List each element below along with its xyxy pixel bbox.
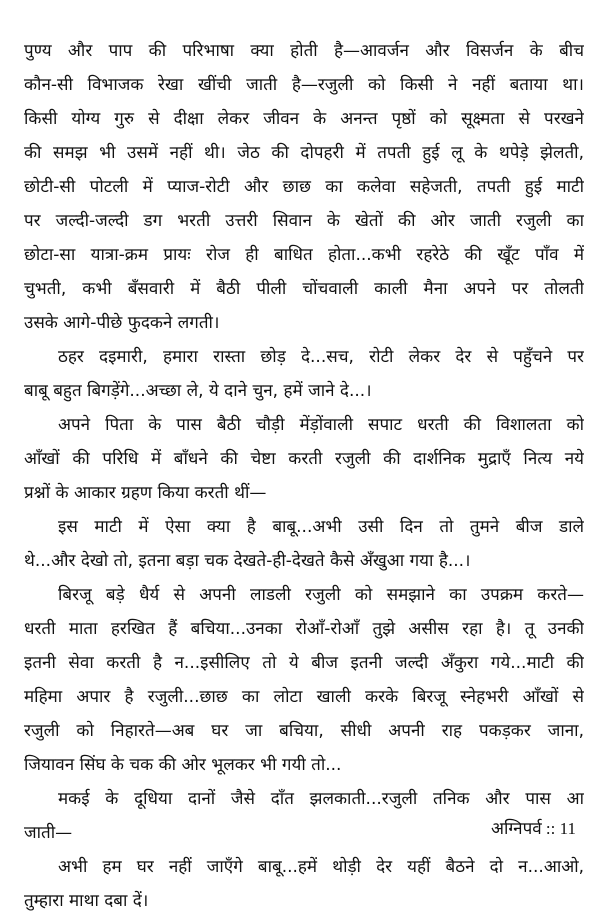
text-line-2: कौन-सी विभाजक रेखा खींची जाती है—रजुली को किसी ने नहीं बताया था। (24, 75, 584, 95)
text-line-18: धरती माता हरखित हैं बचिया...उनका रोआँ-रोआँ तुझे असीस रहा है। तू उनकी (24, 619, 584, 639)
text-line-10: ठहर दइमारी, हमारा रास्ता छोड़ दे...सच, रोटी लेकर देर से पहुँचने पर (58, 347, 584, 367)
text-line-6: पर जल्दी-जल्दी डग भरती उत्तरी सिवान के खेतों की ओर जाती रजुली का (24, 211, 584, 231)
text-line-24: जाती— (24, 823, 73, 843)
text-line-21: रजुली को निहारते—अब घर जा बचिया, सीधी अपनी राह पकड़कर जाना, (24, 721, 584, 741)
text-line-5: छोटी-सी पोटली में प्याज-रोटी और छाछ का कलेवा सहेजती, तपती हुई माटी (24, 177, 584, 197)
text-line-4: की समझ भी उसमें नहीं थी। जेठ की दोपहरी में तपती हुई लू के थपेड़े झेलती, (24, 143, 584, 163)
page-footer: अग्निपर्व :: 11 (490, 819, 576, 838)
text-line-9: उसके आगे-पीछे फुदकने लगती। (24, 313, 220, 333)
text-line-20: महिमा अपार है रजुली...छाछ का लोटा खाली करके बिरजू स्नेहभरी आँखों से (24, 687, 584, 707)
text-line-7: छोटा-सा यात्रा-क्रम प्रायः रोज ही बाधित होता...कभी रहरेठे की खूँट पाँव में (24, 245, 584, 265)
text-line-12: अपने पिता के पास बैठी चौड़ी मेंड़ोंवाली सपाट धरती की विशालता को (58, 415, 584, 435)
text-line-16: थे...और देखो तो, इतना बड़ा चक देखते-ही-देखते कैसे अँखुआ गया है...। (24, 551, 471, 571)
body-text (24, 34, 584, 918)
text-line-8: चुभती, कभी बँसवारी में बैठी पीली चोंचवाली काली मैना अपने पर तोलती (24, 279, 584, 299)
text-line-14: प्रश्नों के आकार ग्रहण किया करती थीं— (24, 483, 267, 503)
text-line-15: इस माटी में ऐसा क्या है बाबू...अभी उसी दिन तो तुमने बीज डाले (58, 517, 584, 537)
text-line-11: बाबू बहुत बिगड़ेंगे...अच्छा ले, ये दाने चुन, हमें जाने दे...। (24, 381, 372, 401)
text-line-3: किसी योग्य गुरु से दीक्षा लेकर जीवन के अनन्त पृष्ठों को सूक्ष्मता से परखने (24, 109, 584, 129)
text-line-13: आँखों की परिधि में बाँधने की चेष्टा करती रजुली की दार्शनिक मुद्राएँ नित्य नये (24, 449, 584, 469)
text-line-22: जियावन सिंघ के चक की ओर भूलकर भी गयी तो... (24, 755, 342, 775)
text-line-17: बिरजू बड़े धैर्य से अपनी लाडली रजुली को समझाने का उपक्रम करते— (58, 585, 584, 605)
text-line-1: पुण्य और पाप की परिभाषा क्या होती है—आवर्जन और विसर्जन के बीच (24, 41, 584, 61)
text-line-23: मकई के दूधिया दानों जैसे दाँत झलकाती...रजुली तनिक और पास आ (58, 789, 584, 809)
text-line-26: तुम्हारा माथा दबा दें। (24, 891, 149, 911)
text-line-25: अभी हम घर नहीं जाएँगे बाबू...हमें थोड़ी देर यहीं बैठने दो न...आओ, (58, 857, 584, 877)
text-line-19: इतनी सेवा करती है न...इसीलिए तो ये बीज इतनी जल्दी अँकुरा गये...माटी की (24, 653, 584, 673)
